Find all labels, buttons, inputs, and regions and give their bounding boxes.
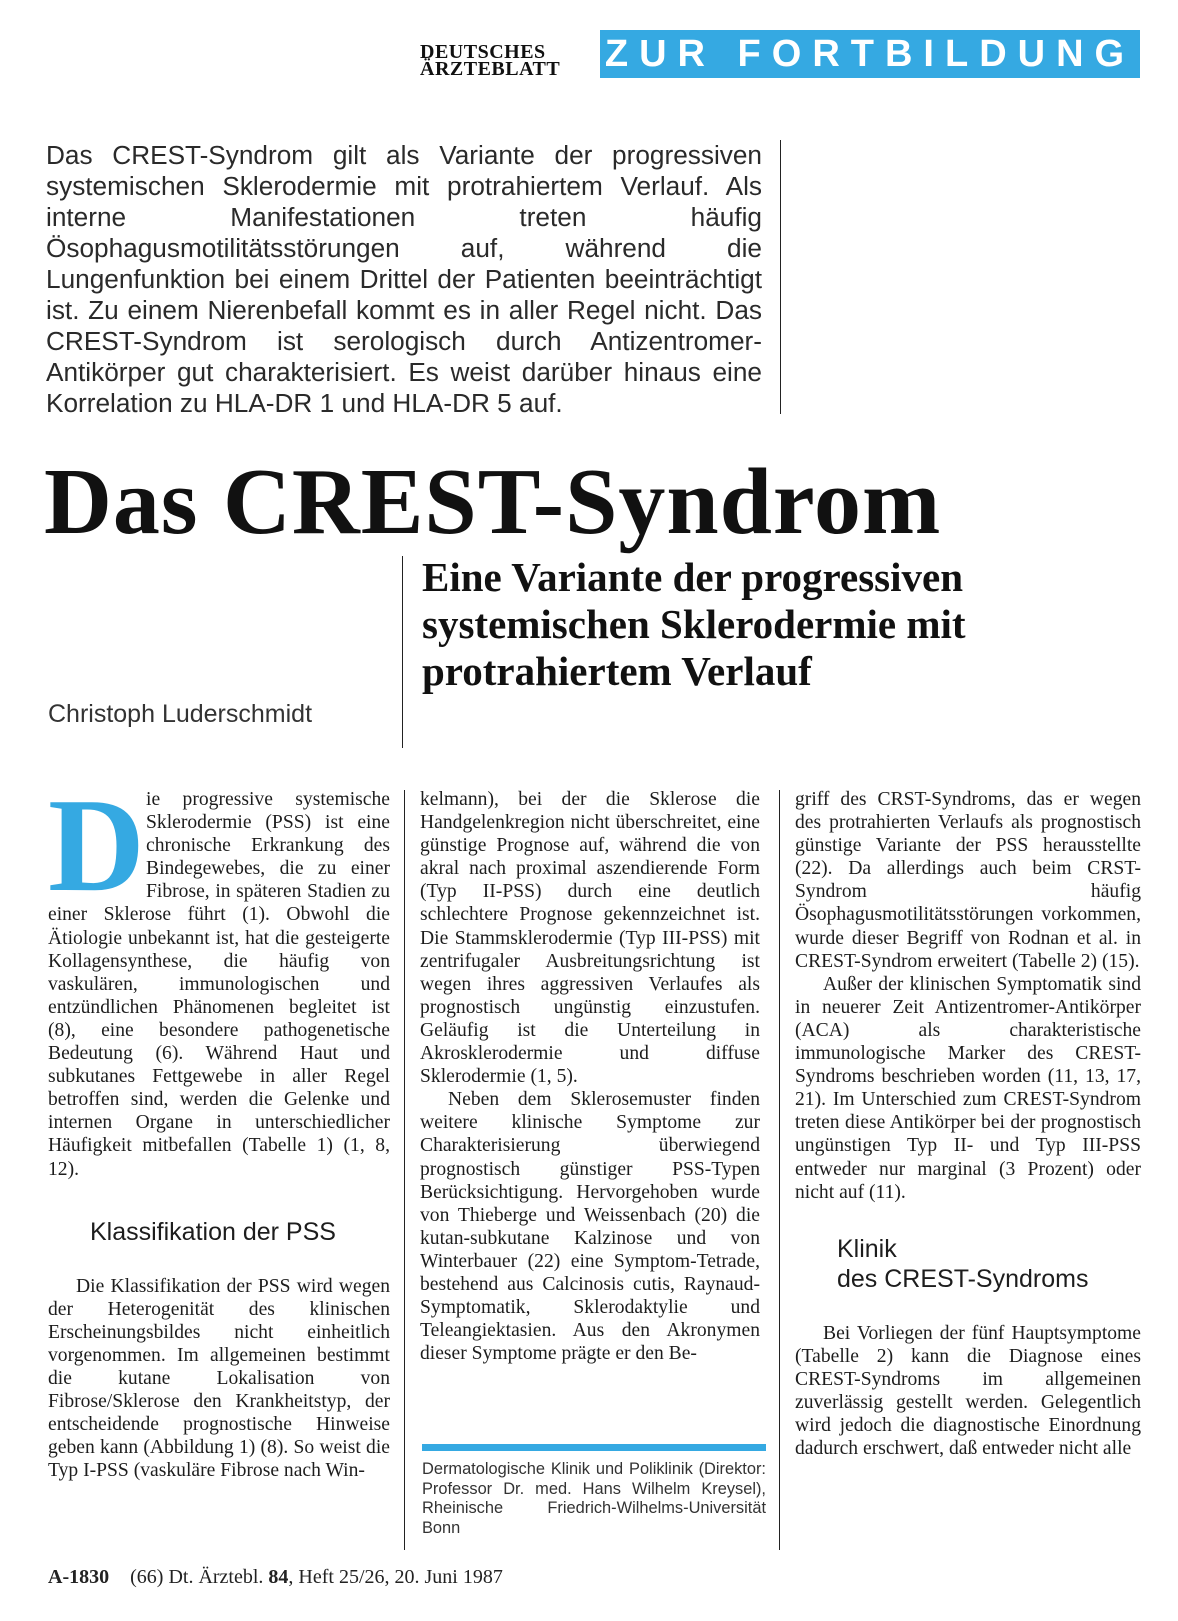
article-title: Das CREST-Syndrom <box>44 450 942 554</box>
paragraph: Außer der klinischen Symptomatik sind in neuerer Zeit Antizentromer-Antikörper (ACA) als charakteristische immunologische Marker des CREST-Syndroms beschrieben worden (11, 13, 17, 21). Im Unterschied zum CREST-Syndrom treten diese Antikörper bei der prognostisch ungünstigen Typ II- und Typ III-PSS entweder nur marginal (3 Prozent) oder nicht auf (11). <box>795 973 1141 1203</box>
title-divider <box>402 556 403 748</box>
paragraph: ie progressive systemische Sklerodermie (PSS) ist eine chronische Erkrankung des Bindegewebes, die zu einer Fibrose, in späteren Stadien zu einer Sklerose führt (1). Obwohl die Ätiologie unbekannt ist, hat die gesteigerte Kollagensynthese, die häufig von vaskulären, immunologischen und entzündlichen Phänomenen begleitet ist (8), eine besondere pathogenetische Bedeutung (6). Während Haut und subkutanes Fettgewebe in aller Regel betroffen sind, werden die Gelenke und internen Organe in unterschiedlicher Häufigkeit mitbefallen (Tabelle 1) (1, 8, 12). <box>48 789 390 1180</box>
issue-info: , Heft 25/26, 20. Juni 1987 <box>288 1566 503 1588</box>
journal-masthead <box>420 41 561 80</box>
paragraph: Die Klassifikation der PSS wird wegen der Heterogenität des klinischen Erscheinungsbildes nicht einheitlich vorgenommen. Im allgemeinen bestimmt die kutane Lokalisation von Fibrose/Sklerose den Krankheitstyp, der entscheidende prognostische Hinweise geben kann (Abbildung 1) (8). So weist die Typ I-PSS (vaskuläre Fibrose nach Win- <box>48 1275 390 1482</box>
section-heading-clinic <box>795 1234 1141 1294</box>
author-affiliation: Dermatologische Klinik und Poliklinik (Direktor: Professor Dr. med. Hans Wilhelm Kreysel), Rheinische Friedrich-Wilhelms-Universität Bonn <box>422 1460 766 1537</box>
paragraph: Bei Vorliegen der fünf Hauptsymptome (Tabelle 2) kann die Diagnose eines CREST-Syndroms im allgemeinen zuverlässig gestellt werden. Gelegentlich wird jedoch die diagnostische Einordnung dadurch erschwert, daß entweder nicht alle <box>795 1322 1141 1460</box>
author-name: Christoph Luderschmidt <box>48 700 313 728</box>
journal-abbrev: Dt. Ärztebl. <box>168 1566 264 1588</box>
local-page-number: (66) <box>130 1566 164 1588</box>
paragraph: kelmann), bei der die Sklerose die Handgelenkregion nicht überschreitet, eine günstige Prognose auf, während die von akral nach proximal aszendierende Form (Typ II-PSS) durch eine deutlich schlechtere Prognose gekennzeichnet ist. Die Stammsklerodermie (Typ III-PSS) mit zentrifugaler Ausbreitungsrichtung ist wegen ihres aggressiven Verlaufes als prognostisch ungünstig einzustufen. Geläufig ist die Unterteilung in Akrosklerodermie und diffuse Sklerodermie (1, 5). <box>420 789 760 1088</box>
drop-cap: D <box>48 771 145 919</box>
column-divider-2 <box>779 790 780 1550</box>
page-footer <box>48 1566 503 1589</box>
heading-line-2: des CREST-Syndroms <box>837 1264 1089 1293</box>
abstract-divider <box>780 140 781 414</box>
masthead-line-2: ÄRZTEBLATT <box>420 58 561 80</box>
section-heading-classification: Klassifikation der PSS <box>90 1217 336 1246</box>
page-number: A-1830 <box>48 1566 110 1588</box>
paragraph: Neben dem Sklerosemuster finden weitere klinische Symptome zur Charakterisierung überwiegend prognostisch günstiger PSS-Typen Berücksichtigung. Hervorgehoben wurde von Thieberge und Weissenbach (20) die kutan-subkutane Kalzinose und von Winterbauer (22) eine Symptom-Tetrade, bestehend aus Calcinosis cutis, Raynaud-Symptomatik, Sklerodaktylie und Teleangiektasien. Aus den Akronymen dieser Symptome prägte er den Be- <box>420 1089 760 1365</box>
volume-number: 84 <box>268 1566 289 1588</box>
masthead-line-1: DEUTSCHES <box>420 41 546 63</box>
abstract: Das CREST-Syndrom gilt als Variante der progressiven systemischen Sklerodermie mit protrahiertem Verlauf. Als interne Manifestationen treten häufig Ösophagusmotilitätsstörungen auf, während die Lungenfunktion bei einem Drittel der Patienten beeinträchtigt ist. Zu einem Nierenbefall kommt es in aller Regel nicht. Das CREST-Syndrom ist serologisch durch Antizentromer-Antikörper gut charakterisiert. Es weist darüber hinaus eine Korrelation zu HLA-DR 1 und HLA-DR 5 auf. <box>46 140 762 418</box>
body-column-2 <box>420 788 760 1365</box>
column-divider-1 <box>404 790 405 1550</box>
section-banner: ZUR FORTBILDUNG <box>600 30 1140 78</box>
article-subtitle: Eine Variante der progressiven systemischen Sklerodermie mit protrahiertem Verlauf <box>422 554 966 694</box>
body-column-1 <box>48 771 390 1482</box>
body-column-3 <box>795 788 1141 1460</box>
paragraph: griff des CRST-Syndroms, das er wegen des protrahierten Verlaufs als prognostisch günstige Variante der PSS herausstellte (22). Da allerdings auch beim CRST-Syndrom häufig Ösophagusmotilitätsstörungen vorkommen, wurde dieser Begriff von Rodnan et al. in CREST-Syndrom erweitert (Tabelle 2) (15). <box>795 789 1141 972</box>
affiliation-accent-bar <box>422 1444 766 1451</box>
heading-line-1: Klinik <box>837 1234 897 1263</box>
